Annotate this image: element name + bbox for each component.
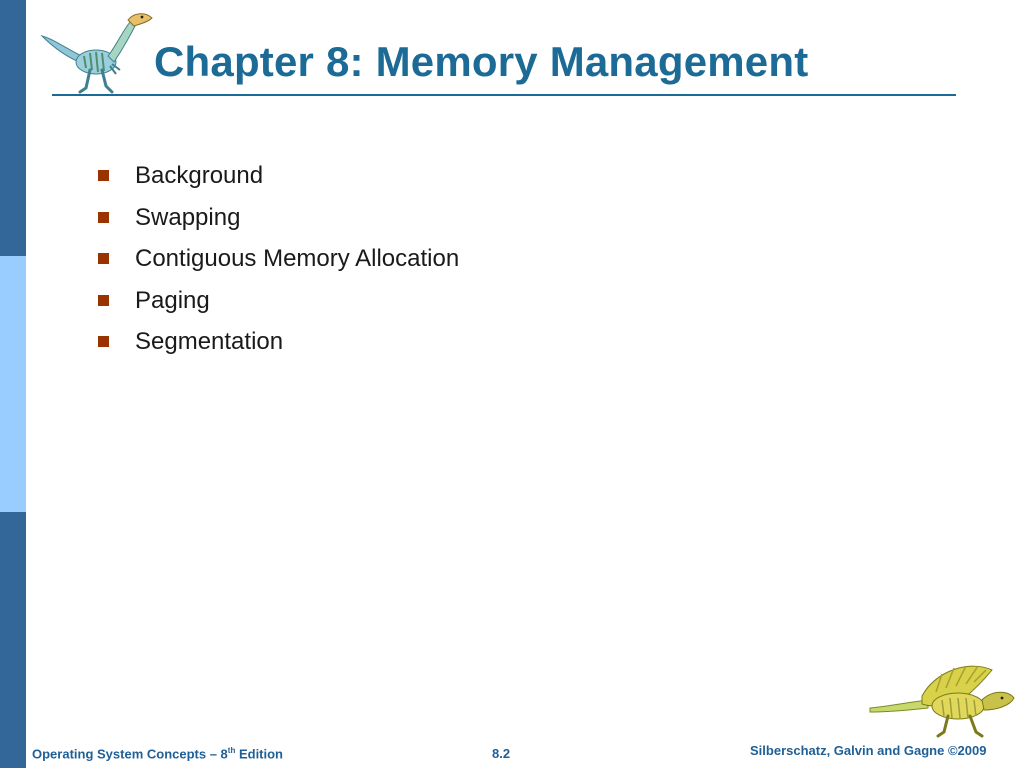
list-item: [98, 324, 459, 366]
list-item: [98, 158, 459, 200]
dinosaur-icon: [38, 6, 158, 96]
title-underline: [52, 94, 956, 96]
square-bullet-icon: [98, 295, 109, 306]
sidebar-segment-top: [0, 0, 26, 256]
square-bullet-icon: [98, 336, 109, 347]
list-item: [98, 283, 459, 325]
bullet-text: Paging: [135, 286, 210, 314]
square-bullet-icon: [98, 170, 109, 181]
bullet-text: Contiguous Memory Allocation: [135, 245, 460, 272]
list-item: [98, 200, 459, 242]
bullet-list: [98, 158, 459, 366]
slide-title: Chapter 8: Memory Management: [154, 38, 809, 85]
footer-edition-superscript: th: [227, 746, 236, 755]
footer-book-title: [32, 746, 283, 761]
page-number: 8.2: [492, 746, 511, 761]
footer-book-title-text: Operating System Concepts – 8: [32, 746, 228, 762]
left-sidebar: [0, 0, 26, 768]
square-bullet-icon: [98, 212, 109, 223]
list-item: [98, 241, 459, 283]
bullet-text: Background: [135, 162, 264, 189]
sidebar-segment-middle: [0, 256, 26, 512]
square-bullet-icon: [98, 253, 109, 264]
bullet-text: Swapping: [135, 203, 241, 231]
footer-edition-word: Edition: [235, 746, 284, 762]
footer-copyright: Silberschatz, Galvin and Gagne ©2009: [750, 743, 987, 758]
dinosaur-icon: [866, 656, 1018, 738]
bullet-text: Segmentation: [135, 328, 284, 355]
sidebar-segment-bottom: [0, 512, 26, 768]
